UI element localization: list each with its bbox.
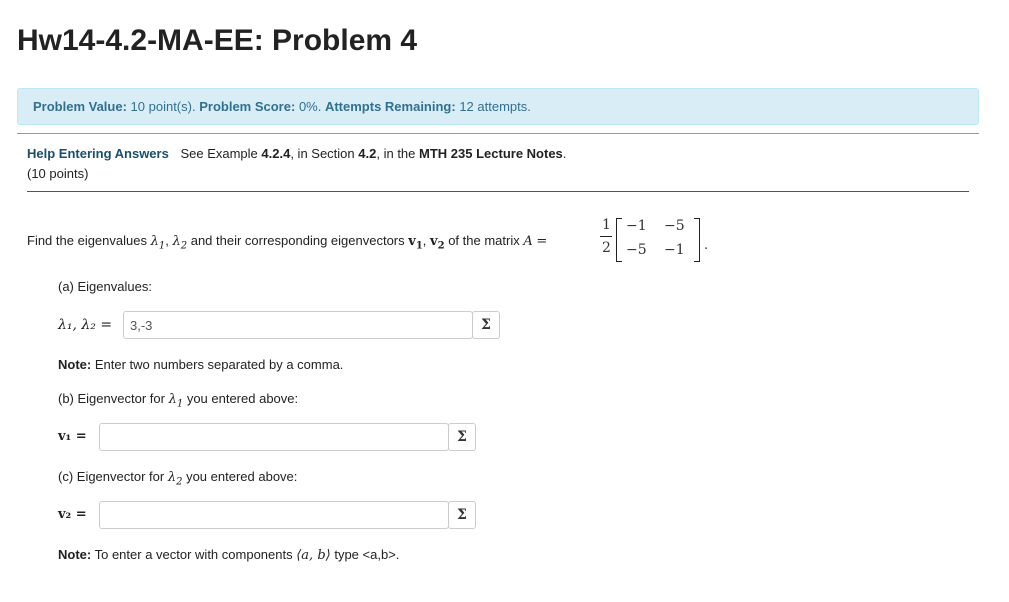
and-their-text: and their corresponding eigenvectors [190,233,405,248]
divider-bottom [27,191,969,192]
lambda-1-ref: $\lambda_1$ [168,392,184,410]
lecture-notes-link[interactable]: MTH 235 Lecture Notes [419,146,563,161]
help-see-text: See Example [180,146,258,161]
eigenvector-2-input[interactable] [99,501,449,529]
help-line [27,146,566,161]
problem-value: 10 point(s). [130,99,196,114]
help-entering-answers-link[interactable]: Help Entering Answers [27,146,169,161]
help-in-section: , in Section [290,146,355,161]
lambda-2: $\lambda_2$ [172,234,188,252]
eigenvalues-input[interactable]: 3,-3 [123,311,473,339]
matrix-bracket-right [694,218,700,262]
eigenvector-1-input[interactable] [99,423,449,451]
eigenvalues-equation-editor-button[interactable]: Σ [472,311,500,339]
of-matrix-text: of the matrix [448,233,520,248]
problem-statement: Find the eigenvalues $\lambda_1$, $\lambda_2$ and their corresponding eigenvectors $v_1$, $v_2$ of the matrix A = [27,233,548,252]
part-c-label: (c) Eigenvector for $\lambda_2$ you entered above: [58,469,298,488]
matrix-cell: −1 [664,242,685,258]
part-a-label: (a) Eigenvalues: [58,279,152,294]
eigenvector-2-equation-editor-button[interactable]: Σ [448,501,476,529]
eigenvalues-note: Note: Enter two numbers separated by a comma. [58,357,344,372]
section-number: 4.2 [358,146,377,161]
matrix-cell: −1 [626,218,647,234]
fraction-denominator: 2 [602,240,611,256]
lambda-2-ref: $\lambda_2$ [167,470,183,488]
find-text: Find the eigenvalues [27,233,147,248]
vector-notation: ⟨a, b⟩ [296,548,331,563]
matrix-bracket-left [616,218,622,262]
eigenvector-1-equation-editor-button[interactable]: Σ [448,423,476,451]
fraction-bar [600,236,612,237]
v1-eq-label: v₁ = [58,429,87,444]
attempts-remaining: 12 attempts. [459,99,531,114]
example-number: 4.2.4 [261,146,291,161]
help-in-the: , in the [376,146,416,161]
help-period: . [562,146,567,161]
matrix-cell: −5 [626,242,647,258]
attempts-remaining-label: Attempts Remaining: [324,99,456,114]
v-1: $v_1$ [408,234,423,252]
problem-value-label: Problem Value: [33,99,127,114]
lambda-1: $\lambda_1$ [150,234,166,252]
v2-eq-label: v₂ = [58,507,87,522]
matrix [598,216,708,266]
eigenvalues-eq-label: λ₁, λ₂ = [58,317,113,333]
problem-score: 0%. [298,99,322,114]
problem-info-box [17,88,979,125]
matrix-cell: −5 [664,218,685,234]
problem-score-label: Problem Score: [199,99,296,114]
divider-top [17,133,979,134]
matrix-period: . [704,238,709,253]
matrix-symbol: A [523,234,533,249]
problem-points: (10 points) [27,166,89,181]
part-b-label: (b) Eigenvector for $\lambda_1$ you entered above: [58,391,299,410]
vector-format-note: Note: To enter a vector with components ⟨a, b⟩ type <a,b>. [58,547,400,563]
fraction-numerator: 1 [602,217,611,233]
equals-sign: = [536,234,548,249]
v-2: $v_2$ [430,234,445,252]
page-title: Hw14-4.2-MA-EE: Problem 4 [17,24,418,57]
